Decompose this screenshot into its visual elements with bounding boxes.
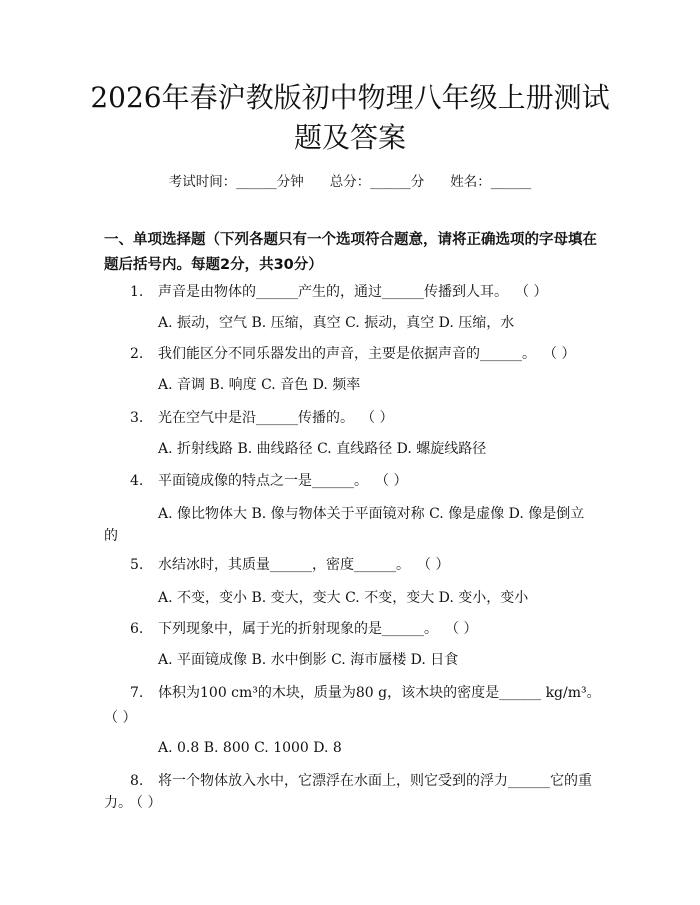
answer-bracket: （ ）	[368, 410, 394, 426]
question-4-options: A. 像比物体大 B. 像与物体关于平面镜对称 C. 像是虚像 D. 像是倒立	[158, 506, 585, 522]
question-text: 平面镜成像的特点之一是______。	[158, 473, 368, 489]
question-6-options: A. 平面镜成像 B. 水中倒影 C. 海市蜃楼 D. 日食	[158, 652, 459, 668]
question-7	[130, 679, 601, 707]
question-number: 8.	[130, 773, 144, 789]
question-number: 4.	[130, 473, 144, 489]
section-heading: 一、单项选择题（下列各题只有一个选项符合题意，请将正确选项的字母填在题后括号内。每题2分，共30分）	[104, 232, 597, 273]
question-text: 将一个物体放入水中，它漂浮在水面上，则它受到的浮力______它的重	[158, 773, 592, 789]
question-2	[130, 340, 575, 368]
question-text: 体积为100 cm³的木块，质量为80 g，该木块的密度是______ kg/m³。	[158, 685, 601, 701]
question-number: 7.	[130, 685, 144, 701]
question-text: 光在空气中是沿______传播的。	[158, 410, 354, 426]
question-1-options: A. 振动，空气 B. 压缩，真空 C. 振动，真空 D. 压缩，水	[158, 315, 515, 331]
question-5-options: A. 不变，变小 B. 变大，变大 C. 不变，变大 D. 变小，变小	[158, 590, 529, 606]
question-text: 下列现象中，属于光的折射现象的是______。	[158, 621, 438, 637]
question-1	[130, 278, 547, 306]
student-name: 姓名：______	[450, 174, 532, 190]
question-text: 我们能区分不同乐器发出的声音，主要是依据声音的______。	[158, 346, 536, 362]
question-text-cont: 力。	[104, 795, 132, 811]
answer-bracket: （ ）	[382, 473, 408, 489]
question-4-options-cont: 的	[104, 528, 118, 544]
question-8	[130, 767, 592, 795]
page-title: 2026年春沪教版初中物理八年级上册测试题及答案	[90, 81, 610, 154]
answer-bracket: （ ）	[452, 621, 478, 637]
question-text: 声音是由物体的______产生的，通过______传播到人耳。	[158, 284, 508, 300]
answer-bracket: （ ）	[136, 795, 162, 811]
question-2-options: A. 音调 B. 响度 C. 音色 D. 频率	[158, 377, 361, 393]
question-number: 5.	[130, 557, 144, 573]
question-5	[130, 551, 449, 579]
question-3	[130, 404, 393, 432]
question-6	[130, 615, 477, 643]
question-3-options: A. 折射线路 B. 曲线路径 C. 直线路径 D. 螺旋线路径	[158, 441, 487, 457]
question-number: 1.	[130, 284, 144, 300]
answer-bracket: （ ）	[424, 557, 450, 573]
answer-bracket: （ ）	[104, 710, 137, 726]
exam-meta	[0, 170, 700, 190]
question-text: 水结冰时，其质量______，密度______。	[158, 557, 410, 573]
total-score: 总分：______分	[329, 174, 425, 190]
question-number: 2.	[130, 346, 144, 362]
question-4	[130, 467, 407, 495]
question-number: 6.	[130, 621, 144, 637]
exam-time: 考试时间：______分钟	[168, 174, 304, 190]
answer-bracket: （ ）	[522, 284, 548, 300]
question-8-cont	[104, 789, 161, 817]
question-number: 3.	[130, 410, 144, 426]
answer-bracket: （ ）	[550, 346, 576, 362]
question-7-options: A. 0.8 B. 800 C. 1000 D. 8	[158, 740, 342, 756]
